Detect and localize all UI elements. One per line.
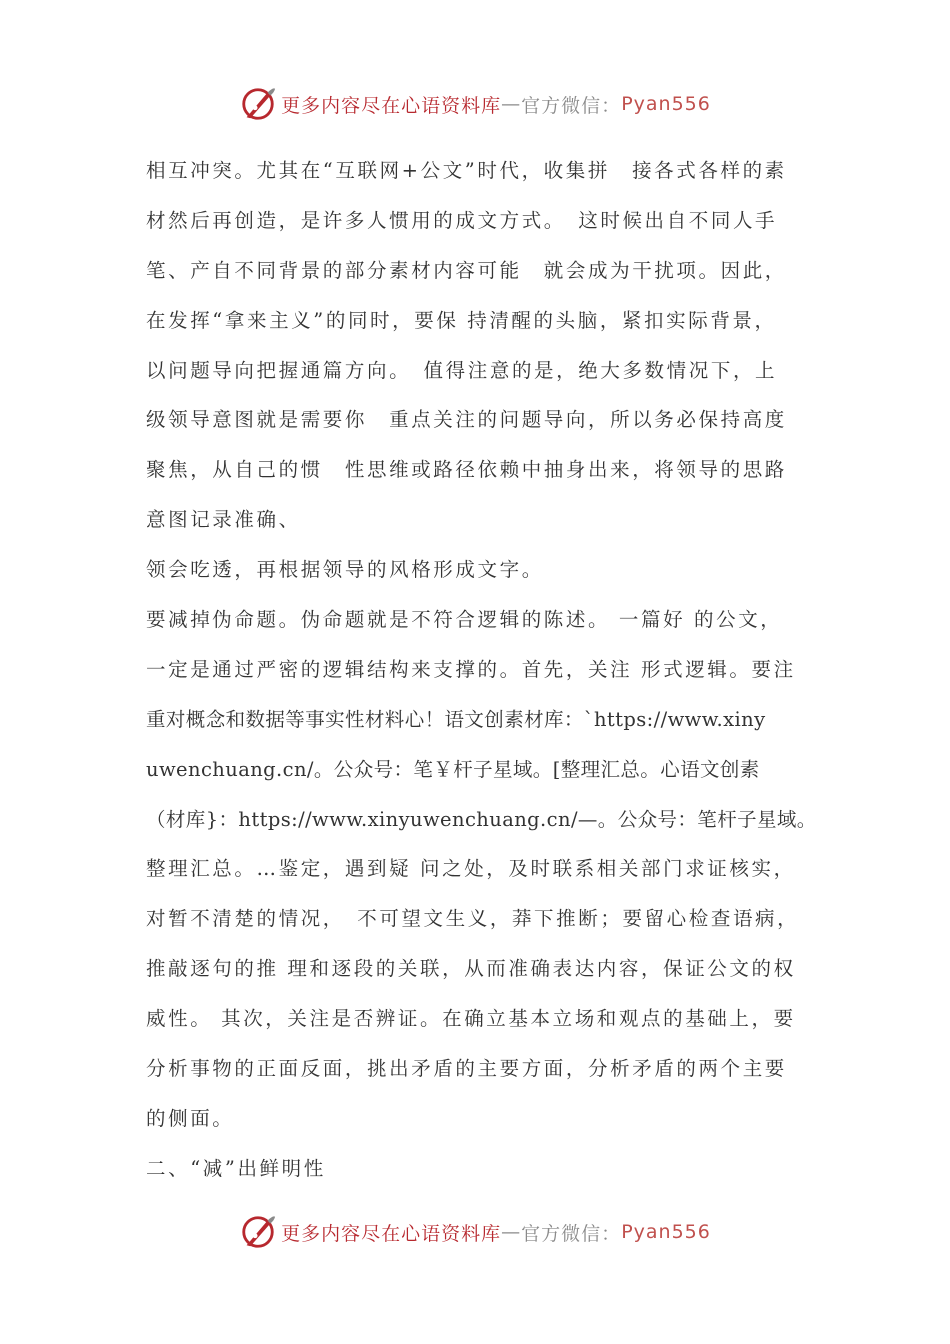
body-line: 级领导意图就是需要你 重点关注的问题导向，所以务必保持高度 <box>146 408 787 432</box>
banner-dash: — <box>501 1221 522 1243</box>
body-line: （材库}：https://www.xinyuwenchuang.cn/—。公众号：笔杆子星域。 <box>146 807 817 831</box>
body-line: uwenchuang.cn/。公众号：笔￥杆子星域。[整理汇总。心语文创素 <box>146 757 760 781</box>
banner-text-wechat: 官方微信： <box>521 94 622 117</box>
header-watermark-banner <box>0 82 950 126</box>
quill-logo-icon <box>239 1213 277 1251</box>
body-line: 重对概念和数据等事实性材料心！语文创素材库：`https://www.xiny <box>146 707 766 731</box>
body-line: 相互冲突。尤其在“互联网+公文”时代，收集拼 接各式各样的素 <box>146 159 787 182</box>
quill-logo-icon <box>239 85 277 123</box>
banner-account: Pyan556 <box>621 93 711 115</box>
body-line: 对暂不清楚的情况， 不可望文生义，莽下推断；要留心检查语病， <box>146 907 800 931</box>
document-body <box>146 146 817 1194</box>
body-line: 以问题导向把握通篇方向。 值得注意的是，绝大多数情况下，上 <box>146 358 778 382</box>
banner-account: Pyan556 <box>621 1221 711 1243</box>
banner-text-main: 更多内容尽在心语资料库 <box>281 1222 502 1245</box>
body-line: 笔、产自不同背景的部分素材内容可能 就会成为干扰项。因此， <box>146 258 787 282</box>
body-line: 推敲逐句的推 理和逐段的关联，从而准确表达内容，保证公文的权 <box>146 957 796 981</box>
body-line: 意图记录准确、 <box>146 508 301 532</box>
body-line: 领会吃透，再根据领导的风格形成文字。 <box>146 558 544 582</box>
banner-dash: — <box>501 93 522 115</box>
body-line: 在发挥“拿来主义”的同时，要保 持清醒的头脑，紧扣实际背景， <box>146 308 777 332</box>
body-line: 要减掉伪命题。伪命题就是不符合逻辑的陈述。 一篇好 的公文， <box>146 608 783 632</box>
banner-text-wechat: 官方微信： <box>521 1222 622 1245</box>
body-line: 材然后再创造，是许多人惯用的成文方式。 这时候出自不同人手 <box>146 208 778 232</box>
body-line: 威性。 其次，关注是否辨证。在确立基本立场和观点的基础上，要 <box>146 1007 796 1031</box>
section-heading: 二、“减”出鲜明性 <box>146 1156 326 1180</box>
body-line: 整理汇总。…鉴定，遇到疑 问之处，及时联系相关部门求证核实， <box>146 857 796 881</box>
body-line: 聚焦，从自己的惯 性思维或路径依赖中抽身出来，将领导的思路 <box>146 458 787 482</box>
body-line: 分析事物的正面反面，挑出矛盾的主要方面，分析矛盾的两个主要 <box>146 1057 787 1081</box>
banner-text-main: 更多内容尽在心语资料库 <box>281 94 502 117</box>
body-line: 的侧面。 <box>146 1106 235 1130</box>
body-line: 一定是通过严密的逻辑结构来支撑的。首先，关注 形式逻辑。要注 <box>146 657 796 681</box>
footer-watermark-banner <box>0 1210 950 1254</box>
